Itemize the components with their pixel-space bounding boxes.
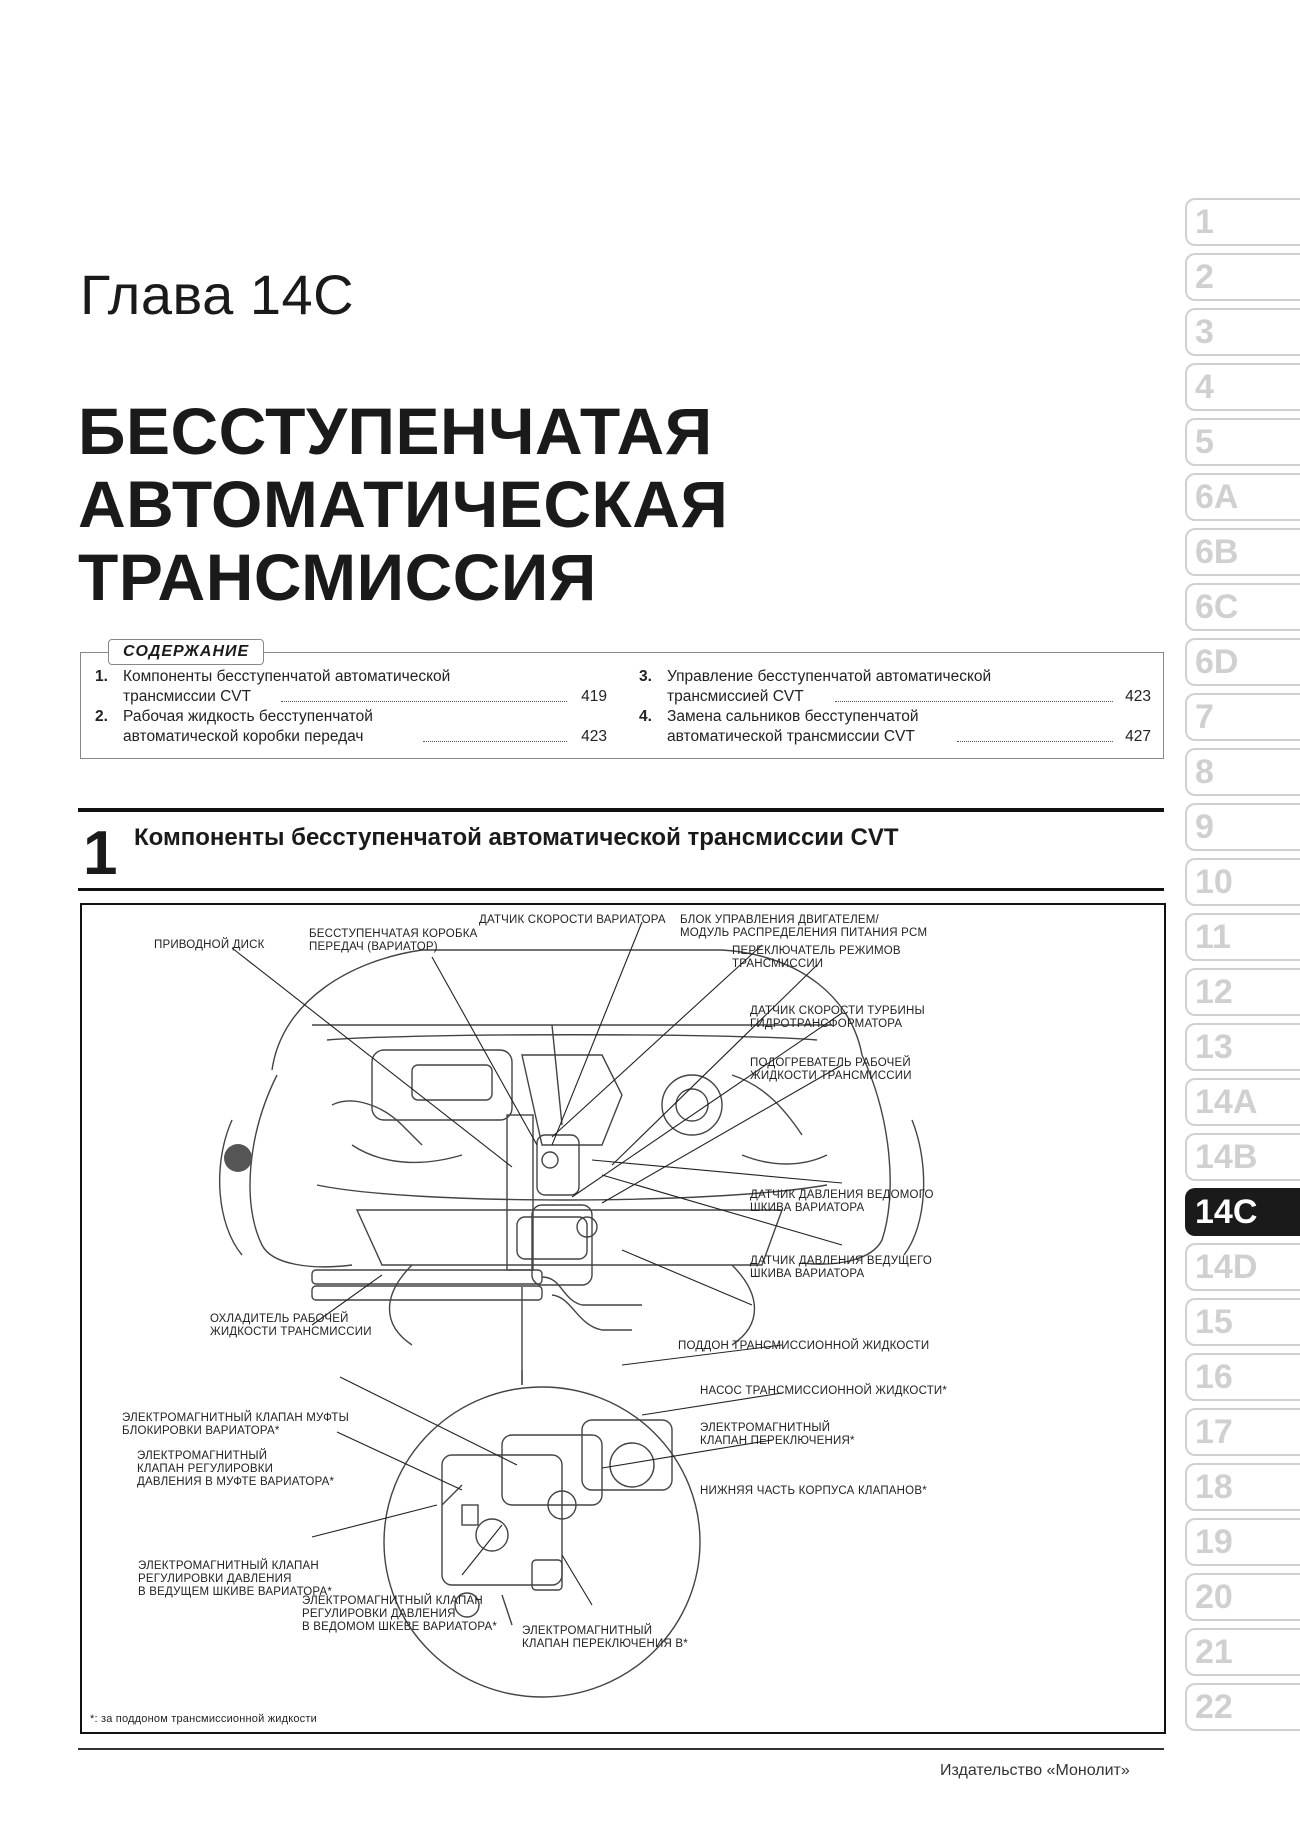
toc-page-number: 427 <box>1125 728 1151 745</box>
title-line: БЕССТУПЕНЧАТАЯ <box>78 394 713 468</box>
label-lockup-valve-cont: БЛОКИРОВКИ ВАРИАТОРА* <box>122 1425 280 1437</box>
chapter-label: Глава 14C <box>80 263 355 326</box>
toc-leader <box>835 687 1113 702</box>
chapter-tab-6a[interactable]: 6A <box>1185 473 1300 521</box>
label-heater-cont: ЖИДКОСТИ ТРАНСМИССИИ <box>750 1070 912 1082</box>
toc-item-number: 1. <box>95 668 108 685</box>
toc-item-number: 3. <box>639 668 652 685</box>
label-ecm-cont: МОДУЛЬ РАСПРЕДЕЛЕНИЯ ПИТАНИЯ PCM <box>680 927 928 939</box>
toc-item-title: Рабочая жидкость бесступенчатой <box>123 708 373 725</box>
section-number: 1 <box>83 819 118 888</box>
chapter-tab-16[interactable]: 16 <box>1185 1353 1300 1401</box>
section-title: Компоненты бесступенчатой автоматической трансмиссии CVT <box>134 824 899 851</box>
toc-page-number: 419 <box>581 688 607 705</box>
chapter-tab-6b[interactable]: 6B <box>1185 528 1300 576</box>
label-ecm: БЛОК УПРАВЛЕНИЯ ДВИГАТЕЛЕМ/ <box>680 914 879 926</box>
label-turbine-sensor: ДАТЧИК СКОРОСТИ ТУРБИНЫ <box>750 1005 925 1017</box>
toc-item[interactable] <box>639 707 1151 747</box>
label-cvt-box: БЕССТУПЕНЧАТАЯ КОРОБКА <box>309 928 478 940</box>
chapter-tab-13[interactable]: 13 <box>1185 1023 1300 1071</box>
label-valve-body: НИЖНЯЯ ЧАСТЬ КОРПУСА КЛАПАНОВ* <box>700 1485 927 1497</box>
chapter-tab-9[interactable]: 9 <box>1185 803 1300 851</box>
toc-leader <box>957 727 1113 742</box>
label-clutch-pressure-cont: КЛАПАН РЕГУЛИРОВКИ <box>137 1463 274 1475</box>
label-mode-switch: ПЕРЕКЛЮЧАТЕЛЬ РЕЖИМОВ <box>732 945 901 957</box>
footer-rule <box>78 1748 1164 1750</box>
toc-item[interactable] <box>639 667 1151 707</box>
chapter-tab-11[interactable]: 11 <box>1185 913 1300 961</box>
label-driven-pressure: ДАТЧИК ДАВЛЕНИЯ ВЕДОМОГО <box>750 1189 934 1201</box>
chapter-tab-3[interactable]: 3 <box>1185 308 1300 356</box>
toc-page-number: 423 <box>1125 688 1151 705</box>
toc-item-number: 2. <box>95 708 108 725</box>
toc-item-title-cont: автоматической коробки передач <box>123 728 364 745</box>
label-speed-sensor: ДАТЧИК СКОРОСТИ ВАРИАТОРА <box>479 914 666 926</box>
chapter-tab-21[interactable]: 21 <box>1185 1628 1300 1676</box>
toc-item-number: 4. <box>639 708 652 725</box>
components-diagram <box>80 903 1166 1734</box>
figure-footnote: *: за поддоном трансмиссионной жидкости <box>90 1713 317 1725</box>
label-drive-pressure: ДАТЧИК ДАВЛЕНИЯ ВЕДУЩЕГО <box>750 1255 933 1267</box>
label-shift-b: ЭЛЕКТРОМАГНИТНЫЙ <box>522 1625 653 1637</box>
chapter-tab-10[interactable]: 10 <box>1185 858 1300 906</box>
label-driven-pressure-cont: ШКИВА ВАРИАТОРА <box>750 1202 865 1214</box>
label-driven-pulley-valve: ЭЛЕКТРОМАГНИТНЫЙ КЛАПАН <box>302 1595 483 1607</box>
section-rule-top <box>78 808 1164 812</box>
toc-item-title-cont: трансмиссией CVT <box>667 688 804 705</box>
section-rule-bottom <box>78 888 1164 891</box>
label-cooler-cont: ЖИДКОСТИ ТРАНСМИССИИ <box>210 1326 372 1338</box>
chapter-tab-17[interactable]: 17 <box>1185 1408 1300 1456</box>
label-cvt-box-cont: ПЕРЕДАЧ (ВАРИАТОР) <box>309 941 438 953</box>
toc-leader <box>423 727 567 742</box>
chapter-tab-4[interactable]: 4 <box>1185 363 1300 411</box>
chapter-tab-19[interactable]: 19 <box>1185 1518 1300 1566</box>
label-clutch-pressure-cont2: ДАВЛЕНИЯ В МУФТЕ ВАРИАТОРА* <box>137 1476 335 1488</box>
toc-leader <box>281 687 567 702</box>
toc-item-title: Замена сальников бесступенчатой <box>667 708 919 725</box>
label-cooler: ОХЛАДИТЕЛЬ РАБОЧЕЙ <box>210 1313 349 1325</box>
label-pump: НАСОС ТРАНСМИССИОННОЙ ЖИДКОСТИ* <box>700 1385 948 1397</box>
label-drive-pulley-valve-cont: РЕГУЛИРОВКИ ДАВЛЕНИЯ <box>138 1573 292 1585</box>
chapter-tab-1[interactable]: 1 <box>1185 198 1300 246</box>
label-turbine-sensor-cont: ГИДРОТРАНСФОРМАТОРА <box>750 1018 903 1030</box>
label-clutch-pressure: ЭЛЕКТРОМАГНИТНЫЙ <box>137 1450 268 1462</box>
toc-item-title-cont: трансмиссии CVT <box>123 688 252 705</box>
label-drive-pressure-cont: ШКИВА ВАРИАТОРА <box>750 1268 865 1280</box>
title-line: АВТОМАТИЧЕСКАЯ <box>78 467 729 541</box>
emblem-icon <box>224 1144 252 1172</box>
label-drive-plate: ПРИВОДНОЙ ДИСК <box>154 939 265 951</box>
chapter-tab-18[interactable]: 18 <box>1185 1463 1300 1511</box>
toc-heading: СОДЕРЖАНИЕ <box>108 639 264 665</box>
label-driven-pulley-valve-cont: РЕГУЛИРОВКИ ДАВЛЕНИЯ <box>302 1608 456 1620</box>
toc-item-title-cont: автоматической трансмиссии CVT <box>667 728 915 745</box>
chapter-tab-2[interactable]: 2 <box>1185 253 1300 301</box>
toc-item[interactable] <box>95 707 607 747</box>
chapter-tab-5[interactable]: 5 <box>1185 418 1300 466</box>
label-heater: ПОДОГРЕВАТЕЛЬ РАБОЧЕЙ <box>750 1057 911 1069</box>
label-drive-pulley-valve: ЭЛЕКТРОМАГНИТНЫЙ КЛАПАН <box>138 1560 319 1572</box>
chapter-tab-15[interactable]: 15 <box>1185 1298 1300 1346</box>
publisher-name: Издательство «Монолит» <box>940 1762 1130 1779</box>
chapter-tab-14d[interactable]: 14D <box>1185 1243 1300 1291</box>
chapter-title <box>78 395 728 614</box>
label-mode-switch-cont: ТРАНСМИССИИ <box>732 958 824 970</box>
label-lockup-valve: ЭЛЕКТРОМАГНИТНЫЙ КЛАПАН МУФТЫ <box>122 1412 350 1424</box>
chapter-tab-6d[interactable]: 6D <box>1185 638 1300 686</box>
toc-page-number: 423 <box>581 728 607 745</box>
chapter-tab-22[interactable]: 22 <box>1185 1683 1300 1731</box>
chapter-tab-14a[interactable]: 14A <box>1185 1078 1300 1126</box>
label-driven-pulley-valve-cont2: В ВЕДОМОМ ШКЕВЕ ВАРИАТОРА* <box>302 1621 498 1633</box>
label-oil-pan: ПОДДОН ТРАНСМИССИОННОЙ ЖИДКОСТИ <box>678 1340 930 1352</box>
label-shift-valve-cont: КЛАПАН ПЕРЕКЛЮЧЕНИЯ* <box>700 1435 855 1447</box>
table-of-contents <box>80 652 1164 759</box>
chapter-tab-8[interactable]: 8 <box>1185 748 1300 796</box>
chapter-tab-6c[interactable]: 6C <box>1185 583 1300 631</box>
title-line: ТРАНСМИССИЯ <box>78 540 597 614</box>
chapter-tab-14c[interactable]: 14C <box>1185 1188 1300 1236</box>
toc-item-title: Компоненты бесступенчатой автоматической <box>123 668 451 685</box>
chapter-tab-7[interactable]: 7 <box>1185 693 1300 741</box>
chapter-tab-20[interactable]: 20 <box>1185 1573 1300 1621</box>
label-shift-valve: ЭЛЕКТРОМАГНИТНЫЙ <box>700 1422 831 1434</box>
toc-item[interactable] <box>95 667 607 707</box>
chapter-tab-14b[interactable]: 14B <box>1185 1133 1300 1181</box>
label-drive-pulley-valve-cont2: В ВЕДУЩЕМ ШКИВЕ ВАРИАТОРА* <box>138 1586 333 1598</box>
chapter-tab-12[interactable]: 12 <box>1185 968 1300 1016</box>
toc-item-title: Управление бесступенчатой автоматической <box>667 668 992 685</box>
label-shift-b-cont: КЛАПАН ПЕРЕКЛЮЧЕНИЯ B* <box>522 1638 688 1650</box>
